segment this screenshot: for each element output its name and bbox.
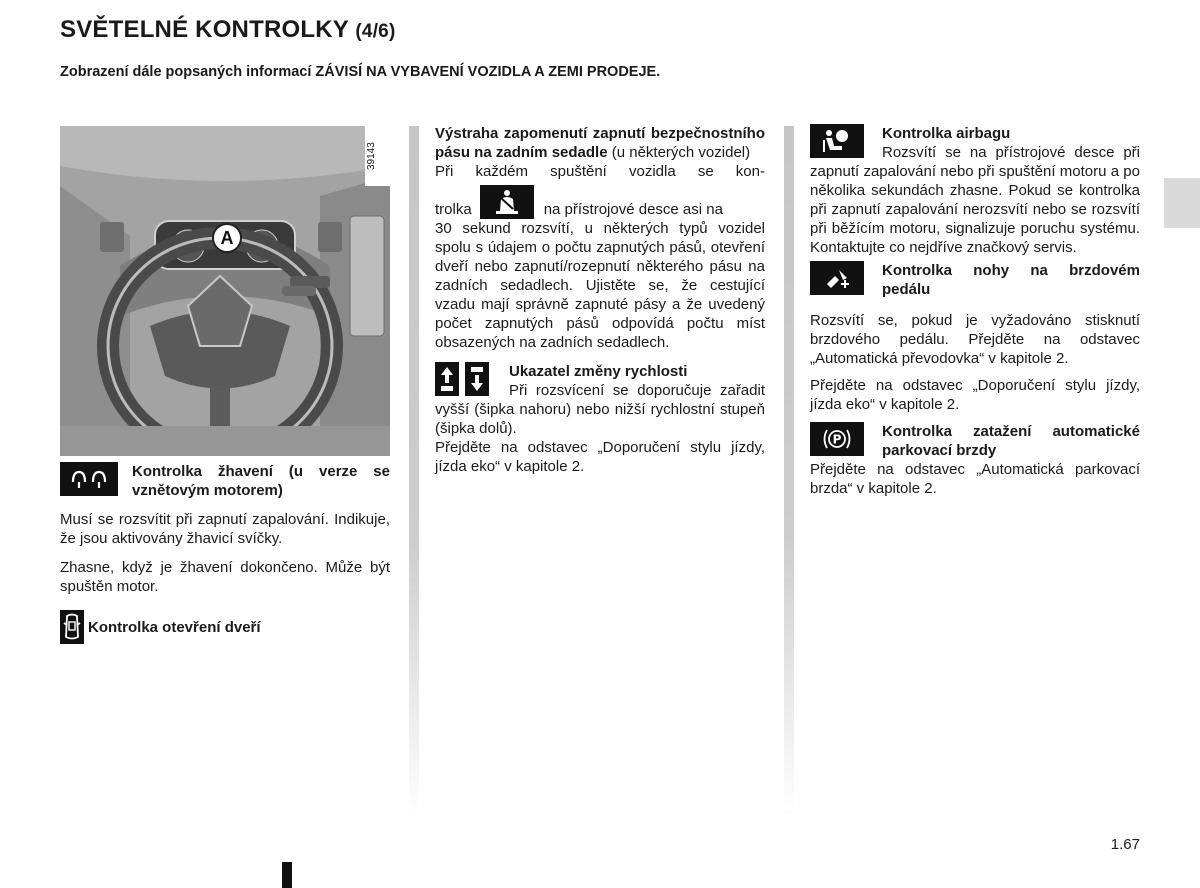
page-number: 1.67 — [1110, 836, 1140, 853]
parking-brake-section — [810, 422, 1140, 460]
belt-after-icon: na přístrojové desce asi na — [543, 201, 723, 218]
belt-heading-suffix: (u některých vozidel) — [607, 144, 751, 161]
belt-line-1: Při každém spuštění vozidla se kon- — [435, 163, 765, 180]
gear-shift-text: Při rozsvícení se doporučuje zařadit vyšší (šipka nahoru) nebo nižší rychlostní stupeň (šipka dolů). — [435, 382, 765, 437]
svg-text:P: P — [832, 432, 842, 447]
page-subtitle: Zobrazení dále popsaných informací ZÁVISÍ NA VYBAVENÍ VOZIDLA A ZEMI PRODEJE. — [60, 64, 661, 80]
glow-plug-text-2: Zhasne, když je žhavení dokončeno. Může být spuštěn motor. — [60, 559, 390, 595]
chapter-tab-marker — [1164, 178, 1200, 228]
column-1 — [60, 462, 390, 644]
door-open-heading: Kontrolka otevření dveří — [88, 618, 261, 636]
parking-brake-heading: Kontrolka zatažení automatické parkovací brzdy — [882, 423, 1140, 459]
belt-heading: Výstraha zapomenutí zapnutí bezpečnostního pásu na zadním sedadle — [435, 125, 765, 161]
gear-shift-ref: Přejděte na odstavec „Doporučení stylu jízdy, jízda eko“ v kapitole 2. — [435, 439, 765, 475]
dashboard-illustration — [60, 126, 390, 456]
gear-down-icon — [465, 362, 489, 396]
column-divider-2 — [784, 126, 794, 816]
foot-brake-text: Rozsvítí se, pokud je vyžadováno stisknutí brzdového pedálu. Přejděte na odstavec „Automatická převodovka“ v kapitole 2. — [810, 312, 1140, 367]
title-text: SVĚTELNÉ KONTROLKY — [60, 16, 349, 43]
gear-up-icon — [435, 362, 459, 396]
title-part: (4/6) — [355, 21, 396, 42]
airbag-text: Rozsvítí se na přístrojové desce při zapnutí zapalování nebo při spuštění motoru a po několika sekundách zhasne. Pokud se kontrolka při zapnutí zapalování nerozsvítí nebo se rozsvítí při běžícím motoru, signalizuje poruchu systému. Kontaktujte co nejdříve značkový servis. — [810, 144, 1140, 256]
airbag-body — [882, 124, 1010, 143]
page-title — [60, 16, 395, 44]
callout-label: A — [220, 227, 234, 248]
parking-brake-icon — [810, 422, 864, 456]
figure-code: 39143 — [366, 142, 377, 170]
glow-plug-section — [60, 462, 390, 500]
belt-text: 30 sekund rozsvítí, u některých typů vozidel spolu s údajem o počtu zapnutých pásů, otevření dveří nebo zapnutí/rozepnutí některého pásu na zadních sedadlech. Ujistěte se, že cestující vzadu mají správně zapnuté pásy a že uvedený počet zapnutých pásů odpovídá počtu míst obsazených na zadních sedadlech. — [435, 220, 765, 351]
belt-heading-block — [435, 124, 765, 162]
belt-icon-line — [435, 185, 765, 219]
airbag-heading: Kontrolka airbagu — [882, 125, 1011, 142]
foot-on-brake-icon — [810, 261, 864, 295]
glow-plug-heading: Kontrolka žhavení (u verze se vznětovým motorem) — [132, 463, 390, 499]
column-divider-1 — [409, 126, 419, 816]
steering-wheel-drawing — [60, 126, 390, 456]
column-2 — [435, 124, 765, 476]
column-3 — [810, 124, 1140, 498]
parking-brake-text: Přejděte na odstavec „Automatická parkovací brzda“ v kapitole 2. — [810, 461, 1140, 497]
glow-plug-icon — [60, 462, 118, 496]
foot-brake-heading: Kontrolka nohy na brzdovém pedálu — [882, 262, 1140, 298]
foot-brake-section — [810, 261, 1140, 299]
door-open-icon — [60, 610, 84, 644]
airbag-icon — [810, 124, 864, 158]
seatbelt-icon — [480, 185, 534, 219]
glow-plug-text-1: Musí se rozsvítit při zapnutí zapalování. Indikuje, že jsou aktivovány žhavicí svíčky. — [60, 511, 390, 547]
callout-a — [212, 223, 242, 253]
page-edge-marker — [282, 862, 292, 888]
door-open-section — [60, 610, 390, 644]
gear-shift-heading: Ukazatel změny rychlosti — [509, 363, 688, 380]
foot-brake-ref: Přejděte na odstavec „Doporučení stylu jízdy, jízda eko“ v kapitole 2. — [810, 377, 1140, 413]
belt-before-icon: trolka — [435, 201, 472, 218]
